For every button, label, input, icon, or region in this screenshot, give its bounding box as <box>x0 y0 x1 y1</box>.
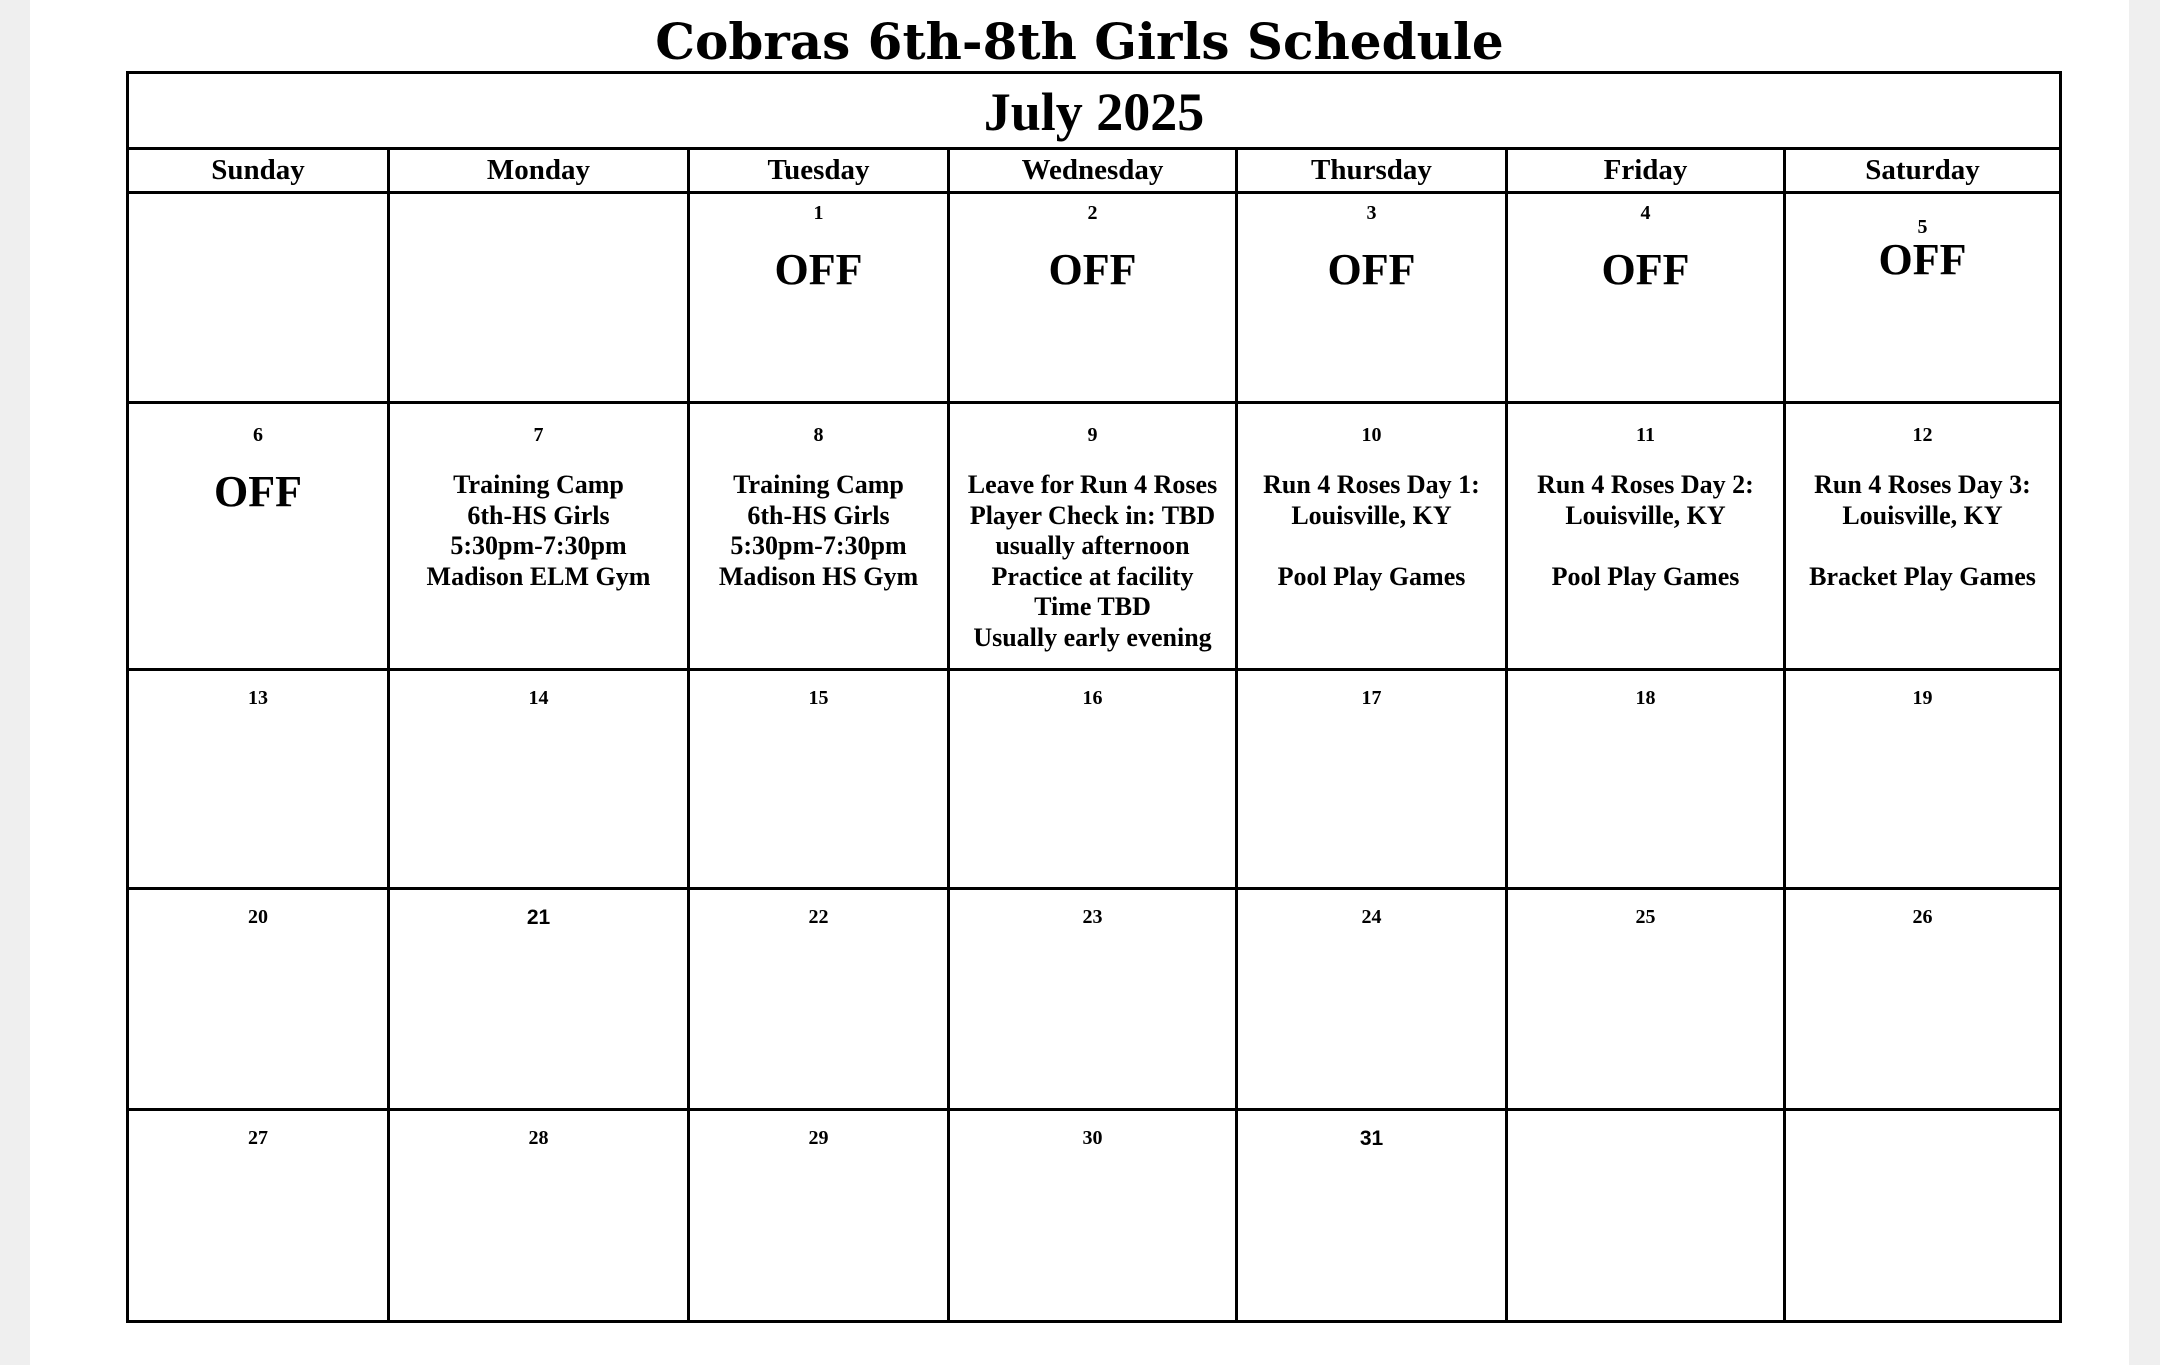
day-number: 21 <box>526 906 551 929</box>
day-number: 3 <box>1366 202 1377 224</box>
day-cell-empty <box>1786 1111 2059 1320</box>
event-line: Louisville, KY <box>1291 500 1452 530</box>
weekday-thursday: Thursday <box>1238 150 1508 191</box>
day-cell <box>390 671 690 887</box>
event-line: Training Camp <box>453 470 624 499</box>
day-cell <box>129 671 390 887</box>
event-text <box>1790 470 2055 592</box>
day-cell <box>950 671 1238 887</box>
day-cell-empty <box>129 194 390 401</box>
day-cell <box>950 194 1238 401</box>
day-number: 27 <box>248 1127 268 1149</box>
event-line <box>1242 531 1501 562</box>
day-number: 12 <box>1912 424 1933 446</box>
event-line: Practice at facility <box>991 561 1194 591</box>
day-cell <box>690 1111 950 1320</box>
day-number: 31 <box>1359 1127 1384 1150</box>
day-cell <box>1508 404 1786 668</box>
day-cell <box>690 194 950 401</box>
day-cell <box>1508 671 1786 887</box>
event-line <box>1790 531 2055 562</box>
off-label: OFF <box>774 245 863 294</box>
day-cell-empty <box>1508 1111 1786 1320</box>
day-cell <box>1786 194 2059 401</box>
day-number: 20 <box>248 906 268 928</box>
day-number: 10 <box>1361 424 1382 446</box>
month-title: July 2025 <box>129 74 2059 150</box>
day-cell <box>950 1111 1238 1320</box>
event-line: 5:30pm-7:30pm <box>730 531 907 560</box>
off-label: OFF <box>1878 235 1967 284</box>
day-cell <box>690 404 950 668</box>
weekday-saturday: Saturday <box>1865 154 1980 186</box>
event-text <box>394 470 683 592</box>
day-cell <box>1786 890 2059 1108</box>
week-row <box>129 1111 2059 1320</box>
event-line: Leave for Run 4 Roses <box>967 470 1218 499</box>
day-cell <box>1238 1111 1508 1320</box>
day-number: 6 <box>253 424 263 446</box>
day-number: 15 <box>808 687 829 709</box>
day-number: 11 <box>1636 424 1655 446</box>
week-row <box>129 404 2059 671</box>
event-line: Usually early evening <box>973 622 1212 652</box>
off-label: OFF <box>1601 245 1690 294</box>
off-label: OFF <box>1327 245 1416 294</box>
day-number: 17 <box>1361 687 1382 709</box>
day-cell <box>950 890 1238 1108</box>
event-text <box>694 470 943 592</box>
day-number: 14 <box>528 687 549 709</box>
day-number: 5 <box>1917 216 1928 238</box>
event-line: Training Camp <box>733 470 904 499</box>
day-cell <box>129 1111 390 1320</box>
day-number: 7 <box>533 424 544 446</box>
event-line: Pool Play Games <box>1277 561 1466 591</box>
day-number: 28 <box>528 1127 549 1149</box>
event-line: 6th-HS Girls <box>467 500 610 530</box>
day-cell <box>129 404 390 668</box>
event-line: Run 4 Roses Day 3: <box>1814 470 2031 499</box>
day-cell <box>1508 194 1786 401</box>
day-number: 24 <box>1361 906 1382 928</box>
week-row <box>129 671 2059 890</box>
day-number: 1 <box>813 202 824 224</box>
event-text <box>1242 470 1501 592</box>
weeks-container <box>129 194 2059 1320</box>
day-cell <box>1238 890 1508 1108</box>
event-text <box>954 470 1231 653</box>
event-line: Louisville, KY <box>1565 500 1726 530</box>
week-row <box>129 890 2059 1111</box>
day-number: 2 <box>1087 202 1098 224</box>
day-cell <box>1238 671 1508 887</box>
weekday-tuesday: Tuesday <box>690 150 950 191</box>
off-label: OFF <box>214 467 302 516</box>
day-cell <box>390 890 690 1108</box>
day-cell <box>1238 194 1508 401</box>
event-line: Bracket Play Games <box>1809 561 2036 591</box>
event-line <box>1512 531 1779 562</box>
off-label: OFF <box>1048 245 1137 294</box>
event-line: Madison ELM Gym <box>426 561 651 591</box>
document-page <box>30 0 2129 1365</box>
event-line: Run 4 Roses Day 2: <box>1537 470 1754 499</box>
event-line: Pool Play Games <box>1551 561 1740 591</box>
event-line: Time TBD <box>1034 592 1151 621</box>
day-cell <box>1786 671 2059 887</box>
day-cell-empty <box>390 194 690 401</box>
day-cell <box>129 890 390 1108</box>
weekday-friday: Friday <box>1508 150 1786 191</box>
day-cell <box>690 671 950 887</box>
weekday-wednesday: Wednesday <box>950 150 1238 191</box>
weekday-sunday: Sunday <box>129 150 390 191</box>
event-line: usually afternoon <box>995 531 1190 560</box>
event-text <box>1512 470 1779 592</box>
day-number: 9 <box>1087 424 1098 446</box>
day-number: 30 <box>1082 1127 1103 1149</box>
weekday-header-row <box>129 150 2059 194</box>
event-line: Player Check in: TBD <box>969 500 1216 530</box>
day-number: 22 <box>808 906 829 928</box>
day-cell <box>390 1111 690 1320</box>
day-number: 18 <box>1635 687 1656 709</box>
event-line: 5:30pm-7:30pm <box>450 531 627 560</box>
day-number: 8 <box>813 424 824 446</box>
event-line: 6th-HS Girls <box>747 500 890 530</box>
schedule-title: Cobras 6th-8th Girls Schedule <box>655 12 1504 71</box>
event-line: Madison HS Gym <box>718 561 919 591</box>
day-cell <box>950 404 1238 668</box>
day-number: 16 <box>1082 687 1103 709</box>
week-row <box>129 194 2059 404</box>
day-cell <box>1786 404 2059 668</box>
event-line: Louisville, KY <box>1842 500 2003 530</box>
day-cell <box>1508 890 1786 1108</box>
day-number: 26 <box>1912 906 1933 928</box>
day-number: 29 <box>808 1127 829 1149</box>
day-cell <box>1238 404 1508 668</box>
day-number: 4 <box>1640 202 1651 224</box>
day-cell <box>690 890 950 1108</box>
calendar-grid <box>126 71 2062 1323</box>
day-number: 13 <box>248 687 268 709</box>
day-cell <box>390 404 690 668</box>
event-line: Run 4 Roses Day 1: <box>1263 470 1480 499</box>
day-number: 19 <box>1912 687 1933 709</box>
day-number: 25 <box>1635 906 1656 928</box>
day-number: 23 <box>1082 906 1103 928</box>
weekday-monday: Monday <box>390 150 690 191</box>
